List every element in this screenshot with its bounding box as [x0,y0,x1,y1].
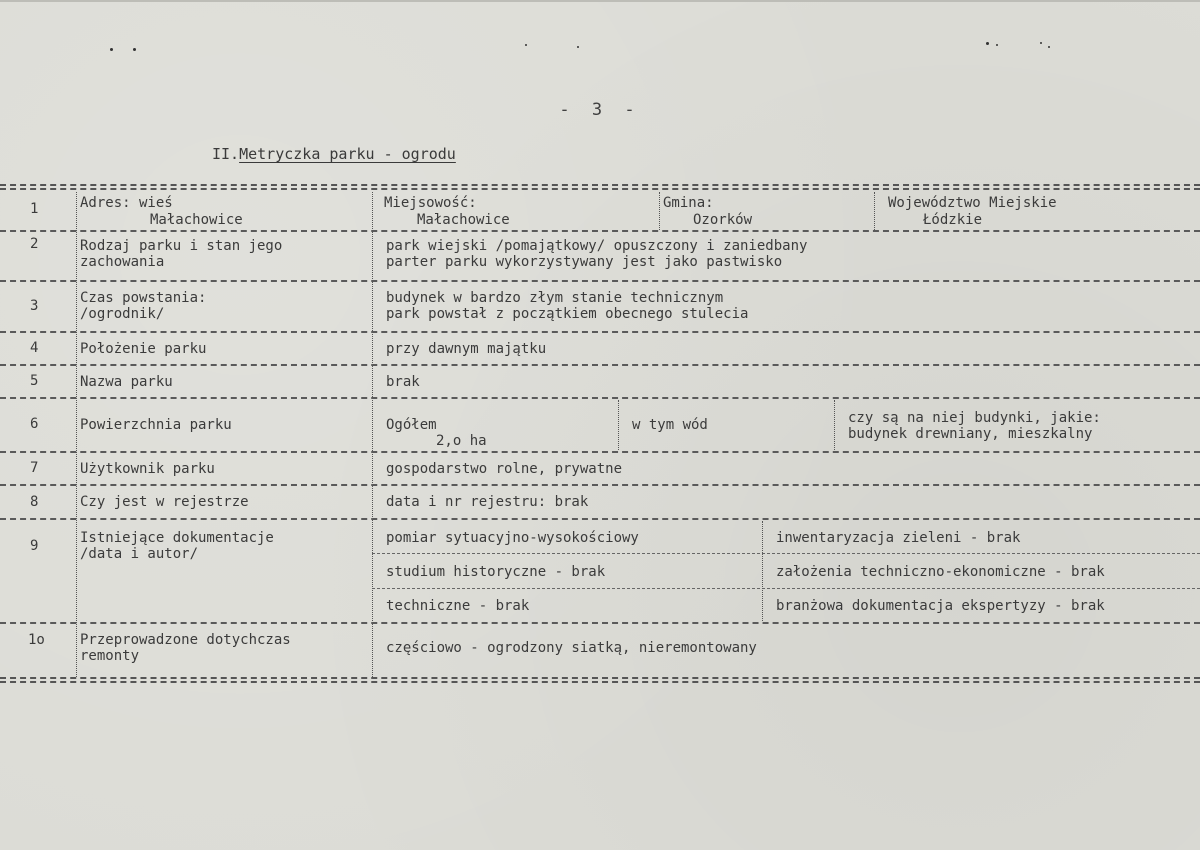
row-number: 1 [30,201,39,217]
column-divider [659,192,660,230]
row-label: Istniejące dokumentacje [80,530,274,546]
area-total-value: 2,o ha [436,433,487,449]
table-bottom-rule [0,677,1200,683]
doc-entry: założenia techniczno-ekonomiczne - brak [776,564,1105,580]
ink-speck [525,44,527,46]
row-number: 6 [30,416,39,432]
row-value: gospodarstwo rolne, prywatne [386,461,623,477]
doc-entry: inwentaryzacja zieleni - brak [776,530,1021,546]
ink-speck [996,44,998,46]
area-total-label: Ogółem [386,417,437,433]
row-label: Nazwa parku [80,374,173,390]
commune-value: Ozorków [693,212,753,228]
row-label: Powierzchnia parku [80,417,232,433]
row-divider [0,518,1200,520]
column-divider [76,192,77,677]
voivodeship-value: Łódzkie [923,212,983,228]
row-label: /data i autor/ [80,546,199,562]
row-divider [0,280,1200,282]
section-title-text: Metryczka parku - ogrodu [239,145,456,163]
doc-entry: pomiar sytuacyjno-wysokościowy [386,530,639,546]
locality-label: Miejsowość: [384,195,477,211]
commune-label: Gmina: [663,195,714,211]
row-value: park powstał z początkiem obecnego stulecia [386,306,749,322]
row-number: 4 [30,340,39,356]
row-divider [0,451,1200,453]
section-title [212,145,456,163]
column-divider [874,192,875,230]
column-divider [834,400,835,450]
row-label: Czy jest w rejestrze [80,494,249,510]
row-label: remonty [80,648,140,664]
doc-entry: branżowa dokumentacja ekspertyzy - brak [776,598,1105,614]
row-divider [0,331,1200,333]
row-divider [0,364,1200,366]
table-top-rule [0,184,1200,190]
column-divider [618,400,619,450]
row-label: Rodzaj parku i stan jego [80,238,283,254]
address-label: Adres: wieś [80,195,173,211]
row-number: 5 [30,373,39,389]
ink-speck [1040,42,1042,44]
doc-entry: techniczne - brak [386,598,530,614]
row-value: park wiejski /pomajątkowy/ opuszczony i zaniedbany [386,238,808,254]
row-value: data i nr rejestru: brak [386,494,589,510]
address-value: Małachowice [150,212,243,228]
row-label: Czas powstania: [80,290,207,306]
row-label: Użytkownik parku [80,461,215,477]
row-divider [0,622,1200,624]
column-divider [762,521,763,621]
row-value: budynek w bardzo złym stanie technicznym [386,290,724,306]
ink-speck [577,46,579,48]
ink-speck [986,42,989,45]
row-number: 2 [30,236,39,252]
row-value: parter parku wykorzystywany jest jako pastwisko [386,254,783,270]
row-label: zachowania [80,254,165,270]
doc-entry: studium historyczne - brak [386,564,606,580]
row-divider [0,397,1200,399]
top-edge-shadow [0,0,1200,2]
row-value: przy dawnym majątku [386,341,547,357]
row-divider [0,484,1200,486]
row-label: /ogrodnik/ [80,306,165,322]
ink-speck [1048,46,1050,48]
buildings-answer: budynek drewniany, mieszkalny [848,426,1093,442]
row-value: częściowo - ogrodzony siatką, nieremontowany [386,640,757,656]
row-number: 9 [30,538,39,554]
locality-value: Małachowice [417,212,510,228]
column-divider [372,192,373,677]
row-value: brak [386,374,420,390]
page-number: - 3 - [559,100,641,120]
row-number: 8 [30,494,39,510]
row-number: 3 [30,298,39,314]
row-divider [0,230,1200,232]
ink-speck [110,48,113,51]
row-label: Położenie parku [80,341,207,357]
water-area-label: w tym wód [632,417,708,433]
section-prefix: II. [212,145,240,163]
docs-subrow-divider [372,588,1200,589]
row-label: Przeprowadzone dotychczas [80,632,291,648]
ink-speck [133,48,136,51]
row-number: 1o [28,632,45,648]
buildings-question: czy są na niej budynki, jakie: [848,410,1101,426]
docs-subrow-divider [372,553,1200,554]
voivodeship-label: Województwo Miejskie [888,195,1057,211]
row-number: 7 [30,460,39,476]
